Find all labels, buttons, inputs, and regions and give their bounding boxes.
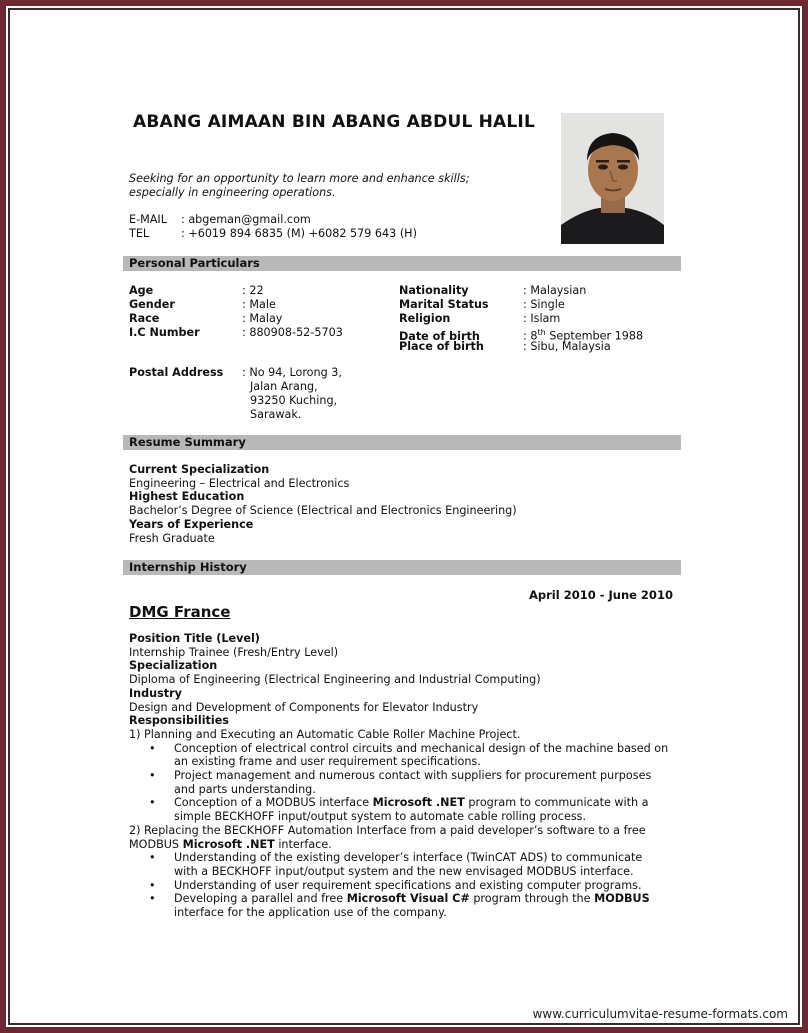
list-item-text: Conception of electrical control circuits and mechanical design of the machine based on <box>174 741 669 755</box>
personal-row-marital-status <box>399 298 643 312</box>
personal-row-gender <box>129 298 343 312</box>
field-value-superscript: th <box>537 328 546 337</box>
field-label: Place of birth <box>399 340 484 353</box>
field-value: : Sibu, Malaysia <box>523 340 611 353</box>
section-internship-history: Internship History <box>123 560 681 575</box>
field-label: Gender <box>129 298 175 311</box>
field-value: : Malaysian <box>523 284 587 297</box>
detail-heading: Industry <box>129 686 182 700</box>
personal-right-column <box>399 284 643 354</box>
address-line: : No 94, Lorong 3, <box>242 366 342 379</box>
footer-url[interactable]: www.curriculumvitae-resume-formats.com <box>532 1007 788 1021</box>
list-item <box>129 851 679 878</box>
personal-row-nationality <box>399 284 643 298</box>
profile-photo-illustration <box>561 113 664 244</box>
personal-row-religion <box>399 312 643 326</box>
section-resume-summary: Resume Summary <box>123 435 681 450</box>
tel-value: : +6019 894 6835 (M) +6082 579 643 (H) <box>181 227 417 240</box>
responsibility-item: 2) Replacing the BECKHOFF Automation Interface from a paid developer’s software to a free <box>129 823 646 837</box>
profile-photo <box>561 113 664 244</box>
address-line: 93250 Kuching, <box>250 394 338 407</box>
detail-heading: Position Title (Level) <box>129 632 260 645</box>
summary-value: Bachelor’s Degree of Science (Electrical and Electronics Engineering) <box>129 504 517 518</box>
email-value: : abgeman@gmail.com <box>181 213 311 226</box>
field-value: September 1988 <box>545 329 644 343</box>
field-value: : 880908-52-5703 <box>242 326 343 339</box>
list-item <box>129 796 679 823</box>
list-item-text: Understanding of user requirement specifications and existing computer programs. <box>174 878 642 892</box>
objective <box>129 172 549 200</box>
personal-left-column <box>129 284 343 340</box>
address-line: Sarawak. <box>250 408 302 421</box>
field-value: : 22 <box>242 284 264 297</box>
responsibility-item: 1) Planning and Executing an Automatic Cable Roller Machine Project. <box>129 727 521 741</box>
bullet-icon: • <box>149 878 156 892</box>
bullet-icon: • <box>149 741 156 755</box>
bullet-icon: • <box>149 892 156 906</box>
list-item-text: and parts understanding. <box>174 782 316 796</box>
detail-heading: Specialization <box>129 659 218 673</box>
field-value: : Islam <box>523 312 561 325</box>
internship-details <box>129 632 679 920</box>
field-label: Age <box>129 284 154 297</box>
detail-value: Diploma of Engineering (Electrical Engineering and Industrial Computing) <box>129 673 541 687</box>
list-item <box>129 742 679 769</box>
bullet-icon: • <box>149 769 156 783</box>
field-label: Race <box>129 312 160 325</box>
list-item <box>129 769 679 796</box>
field-label: Marital Status <box>399 298 489 311</box>
field-label: Date of birth <box>399 329 480 343</box>
tel-label: TEL <box>129 227 150 240</box>
list-item <box>129 892 679 919</box>
list-item-bold: Microsoft Visual C# <box>346 892 470 906</box>
list-item-bold: Microsoft .NET <box>372 796 465 810</box>
list-item-text: simple BECKHOFF input/output system to automate cable rolling process. <box>174 810 587 824</box>
objective-line: especially in engineering operations. <box>129 186 336 199</box>
list-item-text: an existing frame and user requirement specifications. <box>174 755 481 769</box>
summary-heading: Years of Experience <box>129 517 254 531</box>
list-item-text: program through the <box>469 892 595 906</box>
responsibility-bullets <box>129 742 679 824</box>
resume-summary <box>129 463 517 545</box>
list-item-text: Developing a parallel and free <box>174 892 347 906</box>
company-name: DMG France <box>129 603 231 621</box>
detail-value: Design and Development of Components for Elevator Industry <box>129 700 479 714</box>
list-item-text: program to communicate with a <box>464 796 649 810</box>
detail-value: Internship Trainee (Fresh/Entry Level) <box>129 645 339 659</box>
contact-info <box>129 213 417 241</box>
summary-heading: Highest Education <box>129 490 245 504</box>
email-row <box>129 213 417 227</box>
section-personal-particulars: Personal Particulars <box>123 256 681 271</box>
list-item-text: Conception of a MODBUS interface <box>174 796 373 810</box>
field-value: : Male <box>242 298 276 311</box>
postal-address <box>129 366 342 422</box>
field-label: Nationality <box>399 284 469 297</box>
list-item-text: Understanding of the existing developer’s interface (TwinCAT ADS) to communicate <box>174 851 643 865</box>
bullet-icon: • <box>149 796 156 810</box>
field-value: : Malay <box>242 312 283 325</box>
personal-row-ic-number <box>129 326 343 340</box>
postal-address-label: Postal Address <box>129 366 224 379</box>
field-label: Religion <box>399 312 451 325</box>
summary-value: Engineering – Electrical and Electronics <box>129 476 350 490</box>
list-item <box>129 879 679 893</box>
summary-value: Fresh Graduate <box>129 531 215 545</box>
list-item-text: Project management and numerous contact with suppliers for procurement purposes <box>174 769 652 783</box>
objective-line: Seeking for an opportunity to learn more and enhance skills; <box>129 172 470 185</box>
list-item-bold: MODBUS <box>594 892 650 906</box>
field-value: : Single <box>523 298 565 311</box>
list-item-text: interface for the application use of the company. <box>174 906 447 920</box>
field-value: : 8 <box>523 329 538 343</box>
field-label: I.C Number <box>129 326 200 339</box>
responsibility-text: MODBUS <box>129 837 183 851</box>
responsibility-bullets <box>129 851 679 920</box>
candidate-name: ABANG AIMAAN BIN ABANG ABDUL HALIL <box>133 112 535 132</box>
summary-heading: Current Specialization <box>129 463 270 476</box>
postal-address-value <box>242 366 342 422</box>
responsibility-bold: Microsoft .NET <box>182 837 275 851</box>
internship-date-range: April 2010 - June 2010 <box>529 588 673 602</box>
tel-row <box>129 227 417 241</box>
personal-row-place-of-birth <box>399 340 643 354</box>
personal-row-age <box>129 284 343 298</box>
bullet-icon: • <box>149 851 156 865</box>
responsibility-text: interface. <box>274 837 332 851</box>
list-item-text: with a BECKHOFF input/output system and the new envisaged MODBUS interface. <box>174 864 634 878</box>
address-line: Jalan Arang, <box>250 380 318 393</box>
email-label: E-MAIL <box>129 213 167 226</box>
detail-heading: Responsibilities <box>129 714 229 728</box>
personal-row-race <box>129 312 343 326</box>
responsibility-item <box>129 838 679 852</box>
personal-row-date-of-birth <box>399 326 644 343</box>
